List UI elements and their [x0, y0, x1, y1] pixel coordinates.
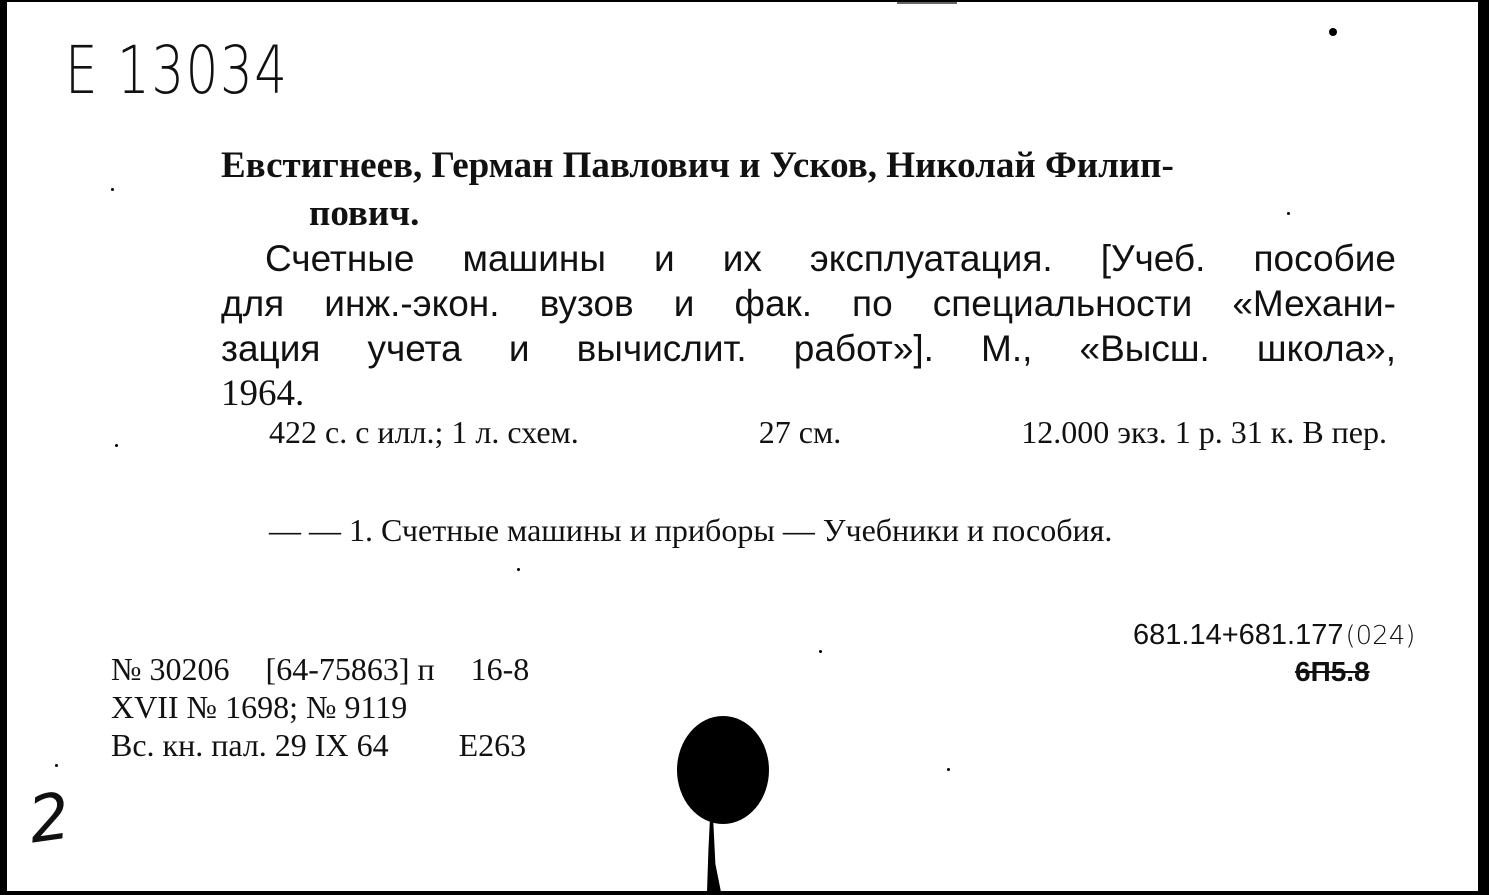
- speck-dot: [517, 568, 520, 571]
- udc-code: 681.14+681.177: [1133, 619, 1344, 651]
- registration-line-2: [111, 688, 529, 726]
- collation-size: 27 см.: [758, 414, 842, 450]
- registration-code-2: E263: [458, 727, 527, 763]
- subject-tracing: — — 1. Счетные машины и приборы — Учебники и пособия.: [269, 512, 1113, 548]
- card-punch-hole: [677, 716, 769, 824]
- speck-dot: [1287, 212, 1290, 215]
- classification-number: [1133, 616, 1415, 655]
- imprint-year: 1964.: [221, 373, 305, 414]
- registration-info: [111, 650, 529, 764]
- registration-extra: 16-8: [470, 651, 530, 687]
- speck-dot: [1329, 28, 1337, 36]
- udc-handwritten: (024): [1345, 621, 1416, 651]
- collation-line: [269, 412, 1387, 452]
- title-line: Счетные машины и их эксплуатация. [Учеб. пособие: [265, 238, 1396, 279]
- title-statement: [221, 236, 1396, 371]
- registration-number: № 30206: [111, 651, 230, 687]
- collation-copies-price: 12.000 экз. 1 р. 31 к. В пер.: [1021, 414, 1387, 450]
- struck-classification-code: 6П5.8: [1295, 656, 1370, 687]
- registration-code: [64-75863] п: [265, 651, 435, 687]
- registration-numbers: XVII № 1698; № 9119: [111, 689, 408, 725]
- handwritten-mark: 2: [24, 779, 75, 859]
- speck-dot: [111, 188, 114, 191]
- title-line: для инж.-экон. вузов и фак. по специальности «Механи-: [221, 283, 1396, 324]
- catalog-card: [4, 2, 1482, 891]
- card-rod-mark: [707, 822, 721, 891]
- title-line: зация учета и вычислит. работ»]. М., «Высш. школа»,: [221, 328, 1396, 369]
- top-edge-line: [897, 2, 957, 4]
- registration-line-1: [111, 650, 529, 688]
- author-heading-line-2: пович.: [309, 193, 420, 234]
- speck-dot: [115, 444, 118, 447]
- registration-line-3: [111, 726, 529, 764]
- speck-dot: [947, 768, 950, 771]
- speck-dot: [819, 650, 822, 653]
- call-number: Е 13034: [65, 32, 289, 109]
- registration-date: Вс. кн. пал. 29 IX 64: [111, 727, 389, 763]
- collation-pages: 422 с. с илл.; 1 л. схем.: [269, 414, 579, 450]
- author-heading-line-1: Евстигнеев, Герман Павлович и Усков, Николай Филип-: [221, 145, 1174, 186]
- speck-dot: [55, 764, 58, 767]
